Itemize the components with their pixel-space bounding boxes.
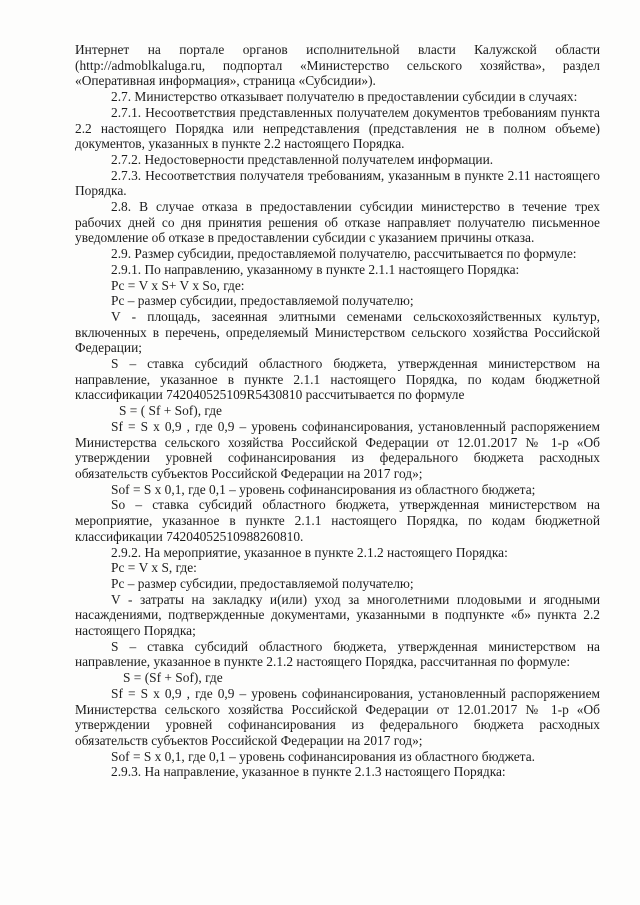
- definition-pc-1: Рс – размер субсидии, предоставляемой получателю;: [111, 293, 414, 309]
- paragraph-2-7-3: 2.7.3. Несоответствия получателя требованиям, указанным в пункте 2.11 настоящего Порядка.: [75, 167, 600, 199]
- definition-v-2: V - затраты на закладку и(или) уход за многолетними плодовыми и ягодными насаждениями, подтвержденные документами, указанными в подпункте «б» пункта 2.2 настоящего Порядка;: [75, 591, 600, 639]
- formula-s-2: S = (Sf + Sof), где: [123, 670, 223, 686]
- paragraph-2-8: 2.8. В случае отказа в предоставлении субсидии министерство в течение трех рабочих дней со дня принятия решения об отказе направляет получателю письменное уведомление об отказе в предоставлении субсидии с указанием причины отказа.: [75, 199, 600, 246]
- document-body: [75, 42, 600, 780]
- paragraph-2-9: 2.9. Размер субсидии, предоставляемой получателю, рассчитывается по формуле:: [111, 246, 577, 262]
- paragraph-2-9-3: 2.9.3. На направление, указанное в пункте 2.1.3 настоящего Порядка:: [111, 764, 506, 780]
- paragraph-2-7-1: 2.7.1. Несоответствия представленных получателем документов требованиям пункта 2.2 настоящего Порядка или непредставления (представления не в полном объеме) документов, указанных в пункте 2.2 настоящего Порядка.: [75, 104, 600, 152]
- formula-s-1: S = ( Sf + Sof), где: [119, 403, 222, 419]
- definition-sf-2: Sf = S x 0,9 , где 0,9 – уровень софинансирования, установленный распоряжением Министерства сельского хозяйства Российской Федерации от 12.01.2017 № 1-р «Об утверждении уровней софинансирования из федерального бюджета расходных обязательств субъектов Российской Федерации на 2017 год»;: [75, 685, 600, 748]
- formula-pc-2: Рс = V x S, где:: [111, 560, 197, 576]
- definition-pc-2: Рс – размер субсидии, предоставляемой получателю;: [111, 575, 414, 591]
- definition-s-1: S – ставка субсидий областного бюджета, утвержденная министерством на направление, указанное в пункте 2.1.1 настоящего Порядка, по кодам бюджетной классификации 742040525109R5430810 рассчитывается по формуле: [75, 356, 600, 403]
- definition-sf-1: Sf = S x 0,9 , где 0,9 – уровень софинансирования, установленный распоряжением Министерства сельского хозяйства Российской Федерации от 12.01.2017 № 1-р «Об утверждении уровней софинансирования из федерального бюджета расходных обязательств субъектов Российской Федерации на 2017 год»;: [75, 418, 600, 481]
- paragraph-2-9-2: 2.9.2. На мероприятие, указанное в пункте 2.1.2 настоящего Порядка:: [111, 544, 508, 560]
- definition-so-1: So – ставка субсидий областного бюджета, утвержденная министерством на мероприятие, указанное в пункте 2.1.1 настоящего Порядка, по кодам бюджетной классификации 74204052510988260810.: [75, 497, 600, 544]
- formula-pc-1: Рс = V x S+ V x So, где:: [111, 277, 245, 293]
- paragraph-2-7: 2.7. Министерство отказывает получателю в предоставлении субсидии в случаях:: [111, 89, 578, 105]
- definition-sof-2: Sof = S x 0,1, где 0,1 – уровень софинансирования из областного бюджета.: [111, 748, 535, 764]
- paragraph-2-9-1: 2.9.1. По направлению, указанному в пункте 2.1.1 настоящего Порядка:: [111, 261, 520, 277]
- paragraph-portal-link: Интернет на портале органов исполнительной власти Калужской области (http://admoblkaluga.ru, подпортал «Министерство сельского хозяйства», раздел «Оперативная информация», страница «Субсидии»).: [75, 42, 600, 89]
- definition-s-2: S – ставка субсидий областного бюджета, утвержденная министерством на направление, указанное в пункте 2.1.2 настоящего Порядка, рассчитанная по формуле:: [75, 638, 600, 670]
- definition-sof-1: Sof = S x 0,1, где 0,1 – уровень софинансирования из областного бюджета;: [111, 481, 536, 497]
- definition-v-1: V - площадь, засеянная элитными семенами сельскохозяйственных культур, включенных в перечень, определяемый Министерством сельского хозяйства Российской Федерации;: [75, 308, 600, 356]
- paragraph-2-7-2: 2.7.2. Недостоверности представленной получателем информации.: [111, 151, 494, 167]
